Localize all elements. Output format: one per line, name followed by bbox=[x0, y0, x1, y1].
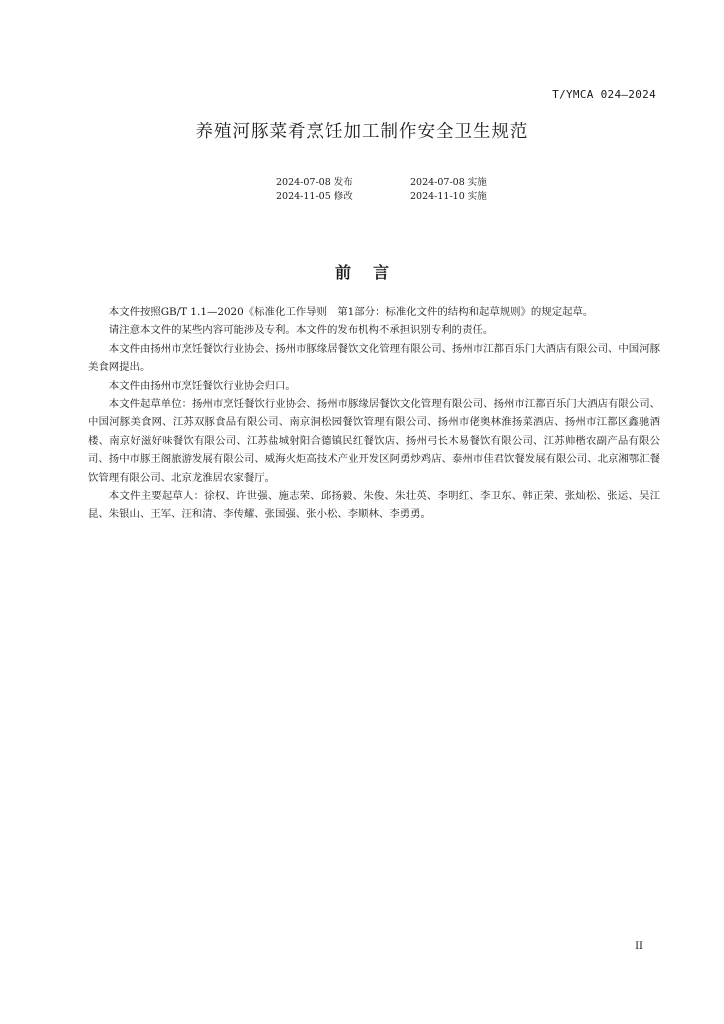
revision-date: 2024-11-05 修改 bbox=[276, 191, 353, 202]
paragraph-drafting-rules: 本文件按照GB/T 1.1—2020《标准化工作导则 第1部分：标准化文件的结构和起草规则》的规定起草。 bbox=[108, 306, 594, 318]
revised-implementation-date: 2024-11-10 实施 bbox=[410, 191, 487, 202]
paragraph-drafting-units: 本文件起草单位：扬州市烹饪餐饮行业协会、扬州市豚缘居餐饮文化管理有限公司、扬州市江都百乐门大酒店有限公司、中国河豚美食网、江苏双豚食品有限公司、南京洞松园餐饮管理有限公司、扬州市佬奥林淮扬菜酒店、扬州市江都区鑫驰酒楼、南京好滋好味餐饮有限公司、江苏盐城射阳合德镇民红餐饮店、扬州弓长木易餐饮有限公司、江苏帅楷农副产品有限公司、扬中市豚王阁旅游发展有限公司、威海火炬高技术产业开发区阿勇炒鸡店、泰州市佳君饮餐发展有限公司、北京湘鄂汇餐饮管理有限公司、北京龙淮居农家餐厅。 bbox=[88, 398, 660, 484]
date-block bbox=[276, 176, 544, 204]
preface-heading: 前言 bbox=[334, 263, 411, 282]
preface-body bbox=[88, 303, 660, 524]
date-row-revision bbox=[276, 190, 544, 204]
paragraph-drafters: 本文件主要起草人：徐权、许世强、施志荣、邱扬毅、朱俊、朱壮英、李明红、李卫东、韩正荣、张灿松、张运、吴江昆、朱银山、王军、汪和清、李传耀、张国强、张小松、李顺林、李勇勇。 bbox=[88, 490, 660, 521]
release-date: 2024-07-08 发布 bbox=[276, 177, 353, 188]
page-number: II bbox=[635, 941, 643, 952]
document-title: 养殖河豚菜肴烹饪加工制作安全卫生规范 bbox=[195, 122, 529, 142]
date-row-release bbox=[276, 176, 544, 190]
document-code: T/YMCA 024—2024 bbox=[552, 88, 656, 101]
paragraph-patent-notice: 请注意本文件的某些内容可能涉及专利。本文件的发布机构不承担识别专利的责任。 bbox=[108, 324, 494, 337]
paragraph-administrator: 本文件由扬州市烹饪餐饮行业协会归口。 bbox=[108, 379, 296, 392]
paragraph-proposers: 本文件由扬州市烹饪餐饮行业协会、扬州市豚缘居餐饮文化管理有限公司、扬州市江都百乐门大酒店有限公司、中国河豚美食网提出。 bbox=[88, 342, 660, 374]
implementation-date: 2024-07-08 实施 bbox=[410, 177, 487, 188]
